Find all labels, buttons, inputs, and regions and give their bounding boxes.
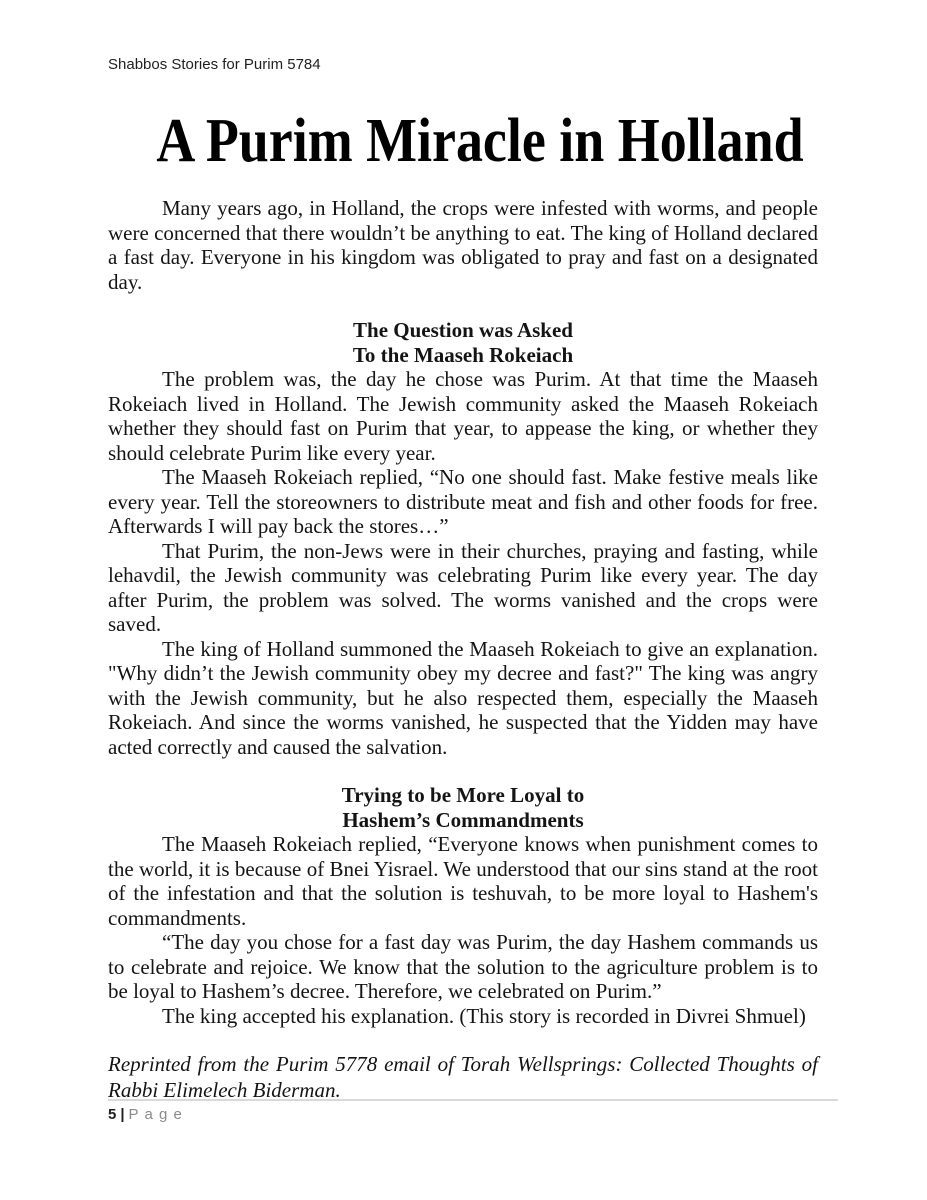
section-heading-loyal-line2: Hashem’s Commandments [342,807,584,832]
page-content [108,0,818,1103]
page-number: 5 [108,1106,117,1123]
section-heading-question-line1: The Question was Asked [353,318,573,342]
section-heading-question [108,318,818,367]
page-title-text: A Purim Miracle in Holland [156,107,804,175]
section-heading-question-line2: To the Maaseh Rokeiach [352,342,574,367]
paragraph-king-accepted: The king accepted his explanation. (This story is recorded in Divrei Shmuel) [162,1003,806,1028]
section-heading-loyal [108,783,818,832]
paragraph-reply-no-fast: The Maaseh Rokeiach replied, “No one should fast. Make festive meals like every year. Tell the storeowners to distribute meat and fish and other foods for free. Afterwards I will pay back the stores…” [108,465,818,538]
page-title [108,107,818,175]
page-footer [108,1099,838,1123]
paragraph-intro: Many years ago, in Holland, the crops were infested with worms, and people were concerned that there wouldn’t be anything to eat. The king of Holland declared a fast day. Everyone in his kingdom was obligated to pray and fast on a designated day. [108,196,818,294]
section-heading-loyal-line1: Trying to be More Loyal to [341,783,585,807]
paragraph-problem: The problem was, the day he chose was Purim. At that time the Maaseh Rokeiach lived in Holland. The Jewish community asked the Maaseh Rokeiach whether they should fast on Purim that year, to appease the king, or whether they should celebrate Purim like every year. [108,367,818,465]
running-header: Shabbos Stories for Purim 5784 [108,56,321,73]
footer-separator: | [120,1106,125,1123]
paragraph-that-purim: That Purim, the non-Jews were in their churches, praying and fasting, while lehavdil, the Jewish community was celebrating Purim like every year. The day after Purim, the problem was solved. The worms vanished and the crops were saved. [108,538,818,636]
reprint-credit: Reprinted from the Purim 5778 email of Torah Wellsprings: Collected Thoughts of Rabbi Elimelech Biderman. [108,1052,818,1102]
paragraph-king-summons: The king of Holland summoned the Maaseh Rokeiach to give an explanation. "Why didn’t the Jewish community obey my decree and fast?" The king was angry with the Jewish community, but he also respected them, especially the Maaseh Rokeiach. And since the worms vanished, he suspected that the Yidden may have acted correctly and caused the salvation. [108,636,818,759]
paragraph-day-you-chose: “The day you chose for a fast day was Purim, the day Hashem commands us to celebrate and rejoice. We know that the solution to the agriculture problem is to be loyal to Hashem’s decree. Therefore, we celebrated on Purim.” [108,930,818,1003]
footer-page-word: P a g e [128,1106,183,1123]
paragraph-rokeiach-explains: The Maaseh Rokeiach replied, “Everyone knows when punishment comes to the world, it is because of Bnei Yisrael. We understood that our sins stand at the root of the infestation and that the solution is teshuvah, to be more loyal to Hashem's commandments. [108,832,818,930]
